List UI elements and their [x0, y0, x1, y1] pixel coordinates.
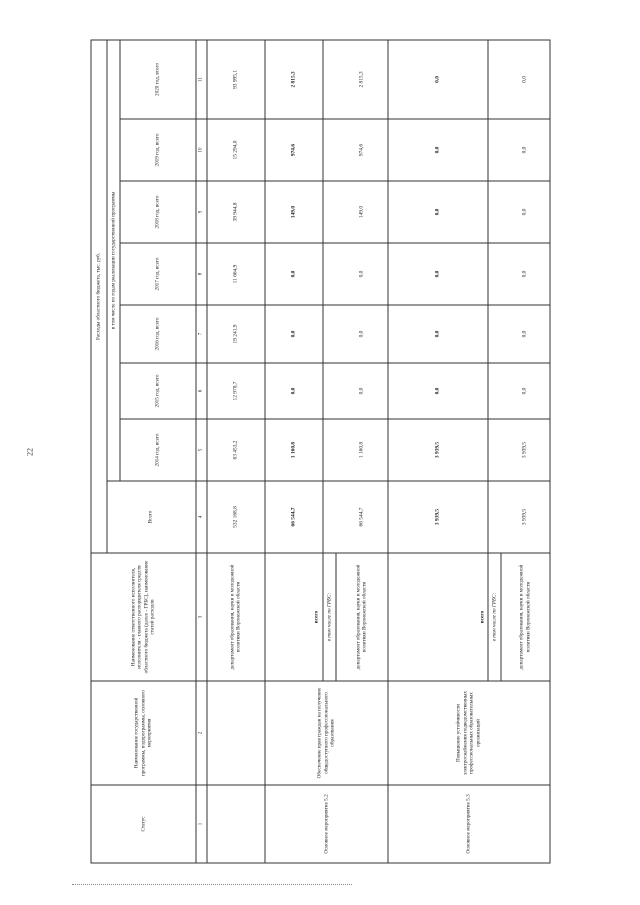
header-by-years: в том числе по годам реализации государственной программы: [106, 40, 119, 481]
value-2019: 974,6: [264, 119, 322, 181]
column-number: 6: [195, 363, 206, 419]
value-2017: [322, 243, 335, 305]
executor-cell: в том числе по ГРБС:: [322, 553, 335, 681]
value-2018: 0,0: [387, 181, 487, 243]
value-2019: 0,0: [500, 119, 549, 181]
value-2014: 3 939,5: [500, 419, 549, 481]
status-cell: [206, 785, 264, 863]
value-2017: [488, 243, 501, 305]
value-2016: 0,0: [500, 305, 549, 363]
value-2019: [322, 119, 335, 181]
executor-cell: всего: [387, 553, 487, 681]
column-number: 10: [195, 119, 206, 181]
name-cell: [206, 681, 264, 785]
name-cell: Повышение устойчивости электроснабжения подведомственных профессиональных образовательных организаций: [387, 681, 549, 785]
value-2018: 0,0: [500, 181, 549, 243]
column-number: 9: [195, 181, 206, 243]
value-2018: [488, 181, 501, 243]
value-total: 66 544,7: [264, 481, 322, 553]
status-cell: Основное мероприятие 5.3: [387, 785, 549, 863]
executor-cell: департамент образования, науки и молодежной политики Воронежской области: [206, 553, 264, 681]
value-2019: 15 294,0: [206, 119, 264, 181]
header-expenses: Расходы областного бюджета, тыс. руб.: [91, 40, 107, 553]
executor-cell: всего: [264, 553, 322, 681]
column-number: 3: [195, 553, 206, 681]
column-number-row: [195, 40, 206, 863]
value-2020: 0,0: [387, 40, 487, 119]
value-2019: [488, 119, 501, 181]
value-total: 3 939,5: [500, 481, 549, 553]
value-2017: 0,0: [264, 243, 322, 305]
column-number: 7: [195, 305, 206, 363]
header-year-2020: 2020 год, всего: [119, 40, 195, 119]
value-2014: 1 160,8: [336, 419, 387, 481]
value-2020: 93 995,1: [206, 40, 264, 119]
value-2016: 0,0: [387, 305, 487, 363]
executor-cell: департамент образования, науки и молодежной политики Воронежской области: [500, 553, 549, 681]
header-executor: Наименование ответственного исполнителя, исполнителя - главного распорядителя средств областного бюджета (далее - ГРБС), наименование статей расходов: [91, 553, 196, 681]
value-2017: 11 664,9: [206, 243, 264, 305]
value-2017: 0,0: [336, 243, 387, 305]
executor-cell: в том числе по ГРБС:: [488, 553, 501, 681]
table-row: [264, 40, 322, 863]
column-number: 8: [195, 243, 206, 305]
status-cell: Основное мероприятие 5.2: [264, 785, 387, 863]
value-2015: 0,0: [336, 363, 387, 419]
value-2015: [488, 363, 501, 419]
value-2014: [322, 419, 335, 481]
value-total: 66 544,7: [336, 481, 387, 553]
value-2016: [322, 305, 335, 363]
value-2018: 149,0: [336, 181, 387, 243]
value-2017: 0,0: [500, 243, 549, 305]
value-2016: 19 241,9: [206, 305, 264, 363]
value-2020: 0,0: [500, 40, 549, 119]
value-total: [488, 481, 501, 553]
value-2016: 0,0: [336, 305, 387, 363]
value-2016: 0,0: [264, 305, 322, 363]
header-year-2015: 2015 год, всего: [119, 363, 195, 419]
header-year-2018: 2018 год, всего: [119, 181, 195, 243]
column-number: 1: [195, 785, 206, 863]
value-2018: 39 944,8: [206, 181, 264, 243]
value-2015: 0,0: [264, 363, 322, 419]
value-2018: 149,0: [264, 181, 322, 243]
page-number: 22: [25, 448, 35, 456]
header-name: Наименование государственной программы, подпрограммы, основного мероприятия: [91, 681, 196, 785]
column-number: 5: [195, 419, 206, 481]
value-2017: 0,0: [387, 243, 487, 305]
value-2014: 3 939,5: [387, 419, 487, 481]
value-2020: [322, 40, 335, 119]
executor-cell: департамент образования, науки и молодежной политики Воронежской области: [336, 553, 387, 681]
budget-table: [90, 39, 550, 863]
value-2014: 1 160,8: [264, 419, 322, 481]
table-row: [206, 40, 264, 863]
value-2014: 63 453,2: [206, 419, 264, 481]
name-cell: Обеспечение прав граждан на получение общедоступного профессионального образования: [264, 681, 387, 785]
header-row-1: [91, 40, 107, 863]
value-total: 3 939,5: [387, 481, 487, 553]
value-2015: 0,0: [387, 363, 487, 419]
value-2019: 974,6: [336, 119, 387, 181]
header-year-2019: 2019 год, всего: [119, 119, 195, 181]
value-2016: [488, 305, 501, 363]
value-2015: 12 978,7: [206, 363, 264, 419]
value-2019: 0,0: [387, 119, 487, 181]
header-year-2016: 2016 год, всего: [119, 305, 195, 363]
value-2014: [488, 419, 501, 481]
value-2015: 0,0: [500, 363, 549, 419]
column-number: 4: [195, 481, 206, 553]
value-2020: 2 815,3: [264, 40, 322, 119]
value-total: 532 168,8: [206, 481, 264, 553]
rotated-table-container: [90, 41, 550, 864]
value-2020: 2 815,3: [336, 40, 387, 119]
value-2020: [488, 40, 501, 119]
value-2015: [322, 363, 335, 419]
column-number: 2: [195, 681, 206, 785]
column-number: 11: [195, 40, 206, 119]
header-status: Статус: [91, 785, 196, 863]
header-year-2014: 2014 год, всего: [119, 419, 195, 481]
table-row: [387, 40, 487, 863]
value-total: [322, 481, 335, 553]
header-total: Всего: [106, 481, 195, 553]
value-2018: [322, 181, 335, 243]
bottom-divider: [72, 884, 352, 885]
header-year-2017: 2017 год, всего: [119, 243, 195, 305]
